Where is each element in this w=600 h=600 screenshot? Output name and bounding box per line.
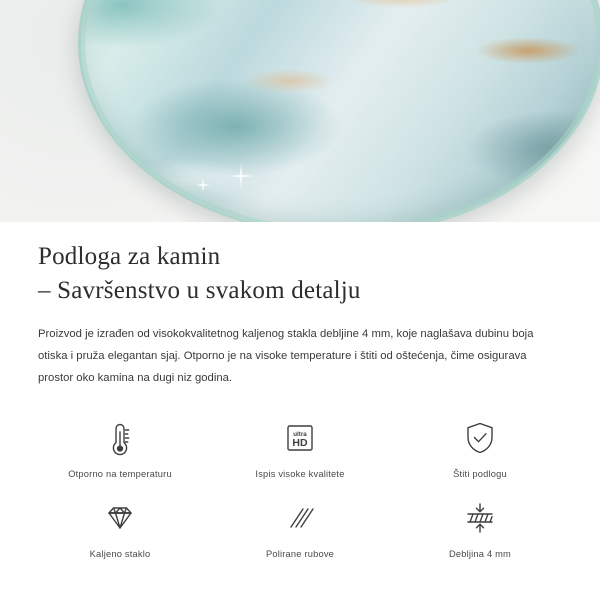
svg-text:ultra: ultra: [293, 431, 307, 439]
feature-label: Otporno na temperaturu: [68, 469, 172, 480]
feature-item-temperature: [30, 415, 210, 479]
feature-item-thickness: [390, 495, 570, 559]
feature-label: Štiti podlogu: [453, 469, 507, 480]
feature-item-polished-edges: [210, 495, 390, 559]
hero-image: [0, 0, 600, 222]
feature-label: Polirane rubove: [265, 549, 335, 560]
diamond-icon: [97, 495, 143, 541]
thermometer-icon: [100, 415, 140, 461]
feature-item-protection: [390, 415, 570, 479]
thickness-arrows-icon: [457, 495, 503, 541]
feature-label: Debljina 4 mm: [448, 549, 512, 560]
marble-artwork: [81, 0, 600, 222]
ultra-hd-icon: [277, 415, 323, 461]
feature-label: Ispis visoke kvalitete: [255, 469, 345, 480]
headline-line-2: – Savršenstvo u svakom detalju: [38, 276, 361, 304]
headline-line-1: Podloga za kamin: [38, 243, 221, 270]
feature-grid: [0, 415, 600, 559]
page-title: [38, 240, 562, 307]
content-block: [0, 222, 600, 389]
description-paragraph: Proizvod je izrađen od visokokvalitetnog kaljenog stakla debljine 4 mm, koje naglašava dubinu boja otiska i pruža elegantan sjaj. Otporno je na visoke temperature i štiti od oštećenja, čime osigurava prostor oko kamina na dugi niz godina.: [38, 328, 534, 385]
glass-board-oval: [78, 0, 600, 222]
feature-label: Kaljeno staklo: [89, 549, 151, 560]
polished-edges-icon: [277, 495, 323, 541]
feature-item-tempered-glass: [30, 495, 210, 559]
svg-text:HD: HD: [292, 437, 308, 450]
feature-item-print-quality: [210, 415, 390, 479]
shield-check-icon: [458, 415, 502, 461]
